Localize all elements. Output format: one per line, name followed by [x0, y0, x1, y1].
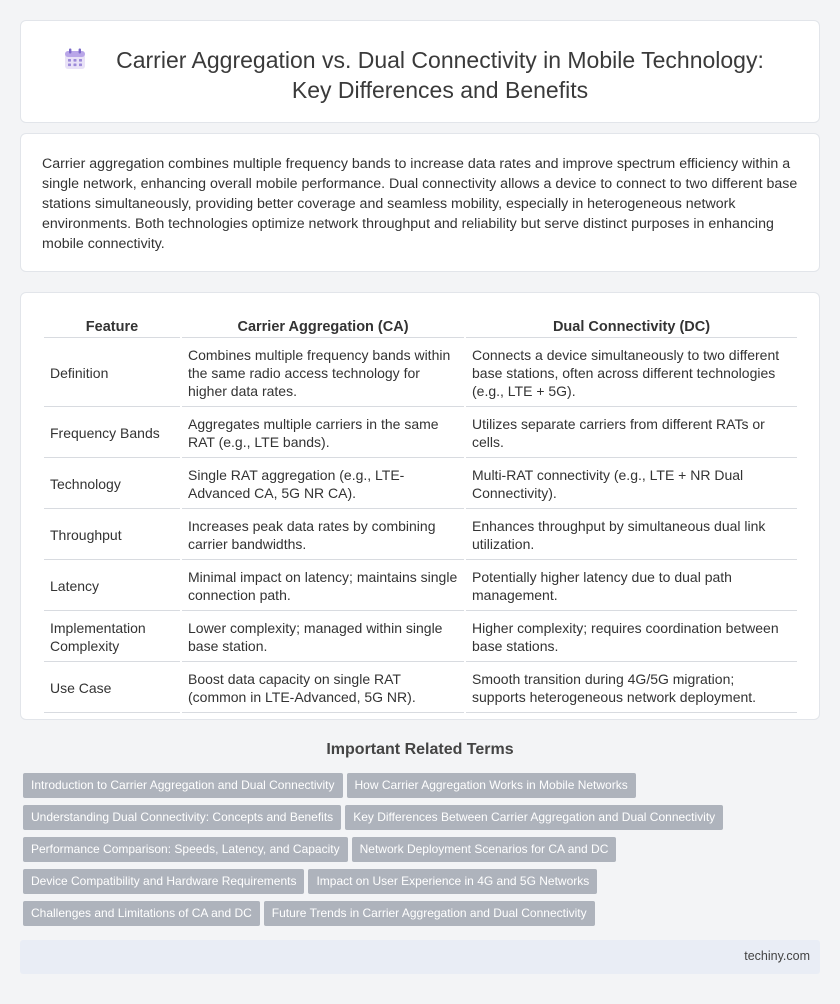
- column-header-ca: Carrier Aggregation (CA): [182, 315, 464, 338]
- page-title: Carrier Aggregation vs. Dual Connectivity in Mobile Technology: Key Differences and Benefits: [116, 47, 764, 103]
- column-header-dc: Dual Connectivity (DC): [466, 315, 797, 338]
- table-row: [44, 560, 797, 611]
- dc-cell: Smooth transition during 4G/5G migration; supports heterogeneous network deployment.: [466, 662, 797, 713]
- table-row: [44, 662, 797, 713]
- related-term-link[interactable]: Understanding Dual Connectivity: Concepts and Benefits: [23, 805, 341, 830]
- feature-cell: Technology: [44, 458, 180, 509]
- dc-cell: Connects a device simultaneously to two different base stations, often across different technologies (e.g., LTE + 5G).: [466, 338, 797, 407]
- table-row: [44, 509, 797, 560]
- feature-cell: Definition: [44, 338, 180, 407]
- ca-cell: Aggregates multiple carriers in the same RAT (e.g., LTE bands).: [182, 407, 464, 458]
- dc-cell: Multi-RAT connectivity (e.g., LTE + NR Dual Connectivity).: [466, 458, 797, 509]
- feature-cell: Implementation Complexity: [44, 611, 180, 662]
- footer: [20, 940, 820, 974]
- related-term-link[interactable]: Introduction to Carrier Aggregation and Dual Connectivity: [23, 773, 343, 798]
- related-term-link[interactable]: Network Deployment Scenarios for CA and DC: [352, 837, 617, 862]
- related-term-link[interactable]: Performance Comparison: Speeds, Latency, and Capacity: [23, 837, 348, 862]
- dc-cell: Potentially higher latency due to dual path management.: [466, 560, 797, 611]
- feature-cell: Throughput: [44, 509, 180, 560]
- table-row: [44, 458, 797, 509]
- ca-cell: Minimal impact on latency; maintains single connection path.: [182, 560, 464, 611]
- comparison-card: [20, 292, 820, 720]
- related-term-link[interactable]: Impact on User Experience in 4G and 5G Networks: [308, 869, 597, 894]
- dc-cell: Enhances throughput by simultaneous dual link utilization.: [466, 509, 797, 560]
- related-term-link[interactable]: Challenges and Limitations of CA and DC: [23, 901, 260, 926]
- dc-cell: Utilizes separate carriers from different RATs or cells.: [466, 407, 797, 458]
- ca-cell: Combines multiple frequency bands within the same radio access technology for higher data rates.: [182, 338, 464, 407]
- feature-cell: Use Case: [44, 662, 180, 713]
- related-terms-list: [23, 773, 813, 933]
- ca-cell: Boost data capacity on single RAT (common in LTE-Advanced, 5G NR).: [182, 662, 464, 713]
- related-terms-heading: Important Related Terms: [326, 741, 514, 758]
- comparison-table: [42, 315, 799, 713]
- intro-card: [20, 133, 820, 272]
- related-term-link[interactable]: Device Compatibility and Hardware Requirements: [23, 869, 304, 894]
- related-term-link[interactable]: Key Differences Between Carrier Aggregation and Dual Connectivity: [345, 805, 723, 830]
- feature-cell: Frequency Bands: [44, 407, 180, 458]
- dc-cell: Higher complexity; requires coordination between base stations.: [466, 611, 797, 662]
- table-header-row: [44, 315, 797, 338]
- table-row: [44, 407, 797, 458]
- intro-paragraph: Carrier aggregation combines multiple frequency bands to increase data rates and improve spectrum efficiency within a single network, enhancing overall mobile performance. Dual connectivity allows a device to connect to two different base stations simultaneously, providing better coverage and seamless mobility, especially in heterogeneous network environments. Both technologies optimize network throughput and reliability but serve distinct purposes in enhancing mobile connectivity.: [42, 156, 798, 252]
- ca-cell: Increases peak data rates by combining carrier bandwidths.: [182, 509, 464, 560]
- table-row: [44, 611, 797, 662]
- column-header-feature: Feature: [44, 315, 180, 338]
- table-row: [44, 338, 797, 407]
- footer-site-link[interactable]: techiny.com: [744, 949, 810, 963]
- title-card: [20, 20, 820, 123]
- related-term-link[interactable]: Future Trends in Carrier Aggregation and Dual Connectivity: [264, 901, 595, 926]
- ca-cell: Lower complexity; managed within single base station.: [182, 611, 464, 662]
- ca-cell: Single RAT aggregation (e.g., LTE-Advanced CA, 5G NR CA).: [182, 458, 464, 509]
- related-term-link[interactable]: How Carrier Aggregation Works in Mobile Networks: [347, 773, 636, 798]
- feature-cell: Latency: [44, 560, 180, 611]
